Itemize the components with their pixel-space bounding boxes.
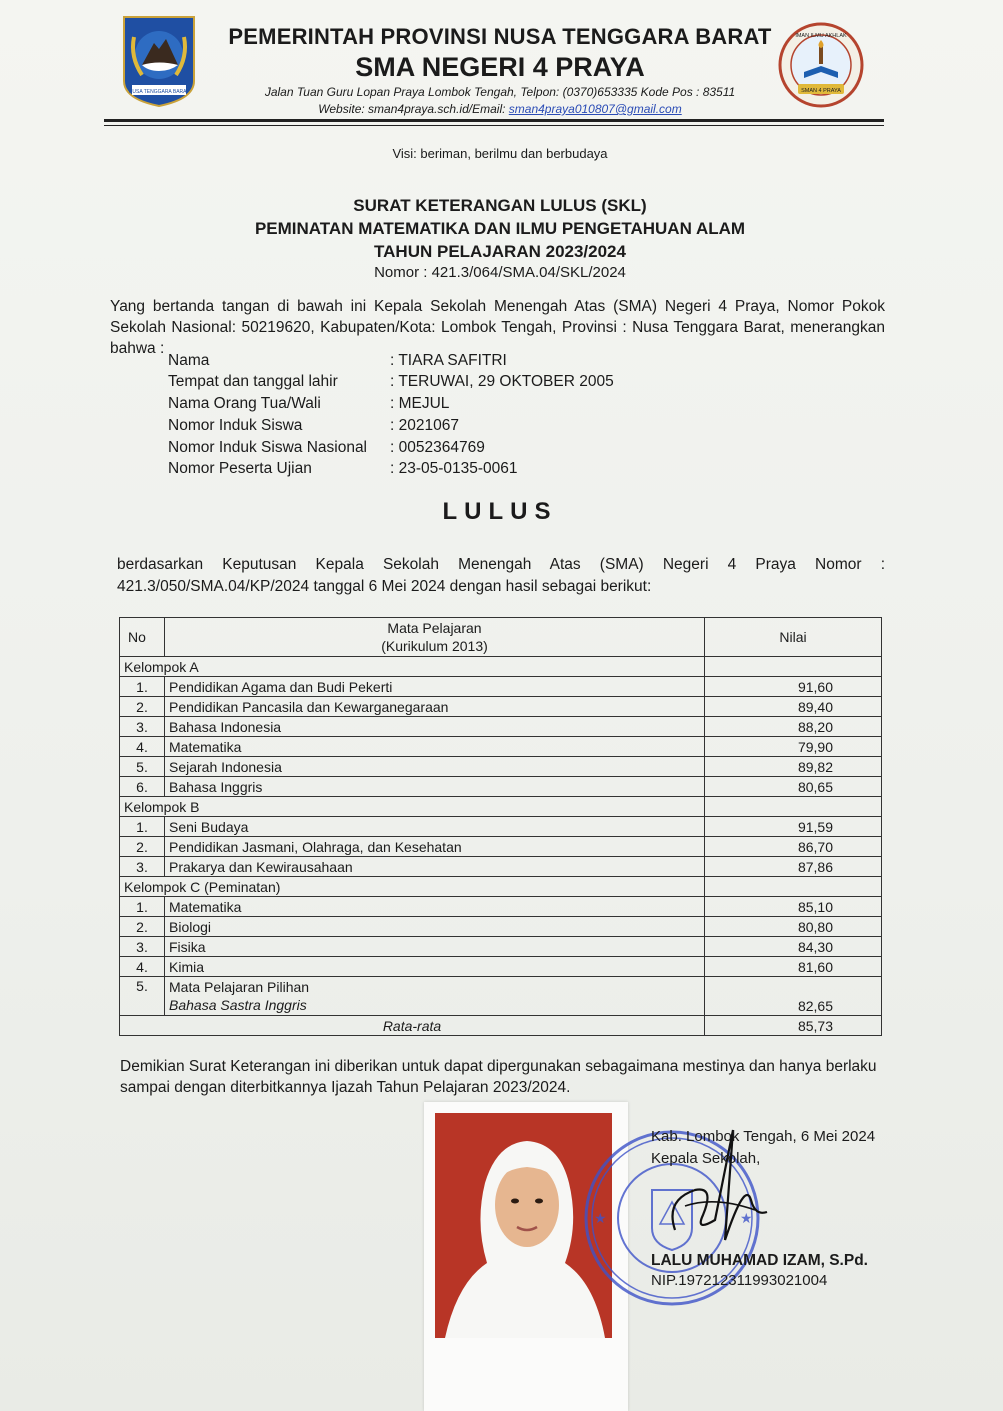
row-score: 88,20 [705,717,882,737]
government-name: PEMERINTAH PROVINSI NUSA TENGGARA BARAT [228,24,772,49]
signature-position: Kepala Sekolah, [651,1150,761,1167]
signatory-nip: NIP.197212311993021004 [651,1272,828,1289]
row-no: 3. [120,937,165,957]
row-no: 1. [120,677,165,697]
row-no: 3. [120,717,165,737]
row-score: 80,80 [705,917,882,937]
row-subject [165,977,705,1016]
group-empty-cell [705,797,882,817]
identity-value: : 0052364769 [390,439,485,456]
row-score: 91,59 [705,817,882,837]
document-number: Nomor : 421.3/064/SMA.04/SKL/2024 [374,264,626,281]
row-no: 1. [120,817,165,837]
col-no-header: No [120,618,165,657]
table-row-elective [120,977,882,1016]
row-subject: Biologi [165,917,705,937]
row-no: 2. [120,917,165,937]
identity-label: Nama Orang Tua/Wali [168,395,321,412]
svg-text:IMAN ILMU AKHLAK: IMAN ILMU AKHLAK [795,33,847,39]
row-score: 89,40 [705,697,882,717]
table-row [120,817,882,837]
table-row [120,677,882,697]
identity-label: Nomor Peserta Ujian [168,460,312,477]
school-vision: Visi: beriman, berilmu dan berbudaya [392,146,608,161]
identity-label: Nomor Induk Siswa Nasional [168,439,368,456]
col-subject-title: Mata Pelajaran [387,620,482,636]
table-row [120,917,882,937]
signatory-name: LALU MUHAMAD IZAM, S.Pd. [651,1252,868,1269]
row-subject: Prakarya dan Kewirausahaan [165,857,705,877]
group-empty-cell [705,877,882,897]
table-row [120,937,882,957]
table-header-row [120,618,882,657]
identity-value: : 23-05-0135-0061 [390,460,518,477]
row-no: 5. [120,757,165,777]
school-name: SMA NEGERI 4 PRAYA [355,52,645,82]
school-website: Website: sman4praya.sch.id/Email: [318,102,509,116]
identity-value: : TIARA SAFITRI [390,352,507,369]
table-row [120,697,882,717]
average-score: 85,73 [705,1016,882,1036]
group-label: Kelompok B [120,797,705,817]
svg-text:NUSA TENGGARA BARAT: NUSA TENGGARA BARAT [128,89,190,95]
row-subject: Seni Budaya [165,817,705,837]
row-score: 91,60 [705,677,882,697]
header-rule-thick [104,119,884,122]
document-subtitle: PEMINATAN MATEMATIKA DAN ILMU PENGETAHUAN ALAM [254,219,746,238]
row-score: 85,10 [705,897,882,917]
row-no: 2. [120,697,165,717]
row-no: 1. [120,897,165,917]
closing-paragraph: Demikian Surat Keterangan ini diberikan untuk dapat dipergunakan sebagaimana mestinya dan hanya berlaku sampai dengan diterbitkannya Ijazah Tahun Pelajaran 2023/2024. [120,1058,877,1096]
row-score: 86,70 [705,837,882,857]
average-row [120,1016,882,1036]
grades-table [119,617,882,1036]
identity-value: : 2021067 [390,417,459,434]
col-subject-header [165,618,705,657]
stamp-star-icon: ★ [594,1210,607,1226]
graduation-status: LULUS [442,498,558,525]
signature-place-date: Kab. Lombok Tengah, 6 Mei 2024 [651,1128,876,1145]
document-title: SURAT KETERANGAN LULUS (SKL) [353,196,647,215]
col-subject-curriculum: (Kurikulum 2013) [381,638,488,654]
elective-title: Mata Pelajaran Pilihan [169,979,310,995]
row-no: 4. [120,737,165,757]
table-row [120,897,882,917]
row-no: 6. [120,777,165,797]
header-rule-thin [104,125,884,126]
row-no: 3. [120,857,165,877]
row-subject: Kimia [165,957,705,977]
elective-subject: Bahasa Sastra Inggris [169,997,307,1013]
table-row [120,857,882,877]
group-label: Kelompok C (Peminatan) [120,877,705,897]
svg-text:SMAN 4 PRAYA: SMAN 4 PRAYA [801,88,841,94]
row-subject: Bahasa Indonesia [165,717,705,737]
row-score: 80,65 [705,777,882,797]
identity-label: Nama [168,352,210,369]
row-no: 4. [120,957,165,977]
table-row [120,717,882,737]
row-subject: Pendidikan Jasmani, Olahraga, dan Kesehatan [165,837,705,857]
group-empty-cell [705,657,882,677]
row-score: 87,86 [705,857,882,877]
group-row-a [120,657,882,677]
row-subject: Matematika [165,737,705,757]
row-no: 2. [120,837,165,857]
col-score-header: Nilai [705,618,882,657]
row-no: 5. [120,977,165,1016]
group-row-b [120,797,882,817]
row-subject: Pendidikan Pancasila dan Kewarganegaraan [165,697,705,717]
row-score: 82,65 [705,977,882,1016]
identity-label: Tempat dan tanggal lahir [168,373,338,390]
table-row [120,957,882,977]
row-score: 84,30 [705,937,882,957]
table-row [120,757,882,777]
school-address: Jalan Tuan Guru Lopan Praya Lombok Tengah, Telpon: (0370)653335 Kode Pos : 83511 [264,85,736,99]
table-row [120,737,882,757]
row-score: 89,82 [705,757,882,777]
average-label: Rata-rata [120,1016,705,1036]
identity-label: Nomor Induk Siswa [168,417,303,434]
intro-paragraph: Yang bertanda tangan di bawah ini Kepala Sekolah Menengah Atas (SMA) Negeri 4 Praya, Nomor Pokok Sekolah Nasional: 50219620, Kabupaten/Kota: Lombok Tengah, Provinsi : Nusa Tenggara Barat, menerangkan bahwa : [110,298,885,357]
row-subject: Matematika [165,897,705,917]
table-row [120,777,882,797]
row-score: 79,90 [705,737,882,757]
school-contact [180,102,820,116]
table-row [120,837,882,857]
identity-value: : MEJUL [390,395,450,412]
stamp-star-icon: ★ [740,1210,753,1226]
row-subject: Pendidikan Agama dan Budi Pekerti [165,677,705,697]
row-score: 81,60 [705,957,882,977]
row-subject: Bahasa Inggris [165,777,705,797]
row-subject: Sejarah Indonesia [165,757,705,777]
group-row-c [120,877,882,897]
school-email-link[interactable]: sman4praya010807@gmail.com [508,102,682,116]
group-label: Kelompok A [120,657,705,677]
academic-year: TAHUN PELAJARAN 2023/2024 [374,242,626,261]
row-subject: Fisika [165,937,705,957]
identity-value: : TERUWAI, 29 OKTOBER 2005 [390,373,614,390]
decision-basis: berdasarkan Keputusan Kepala Sekolah Menengah Atas (SMA) Negeri 4 Praya Nomor : 421.3/050/SMA.04/KP/2024 tanggal 6 Mei 2024 dengan hasil sebagai berikut: [117,556,885,595]
